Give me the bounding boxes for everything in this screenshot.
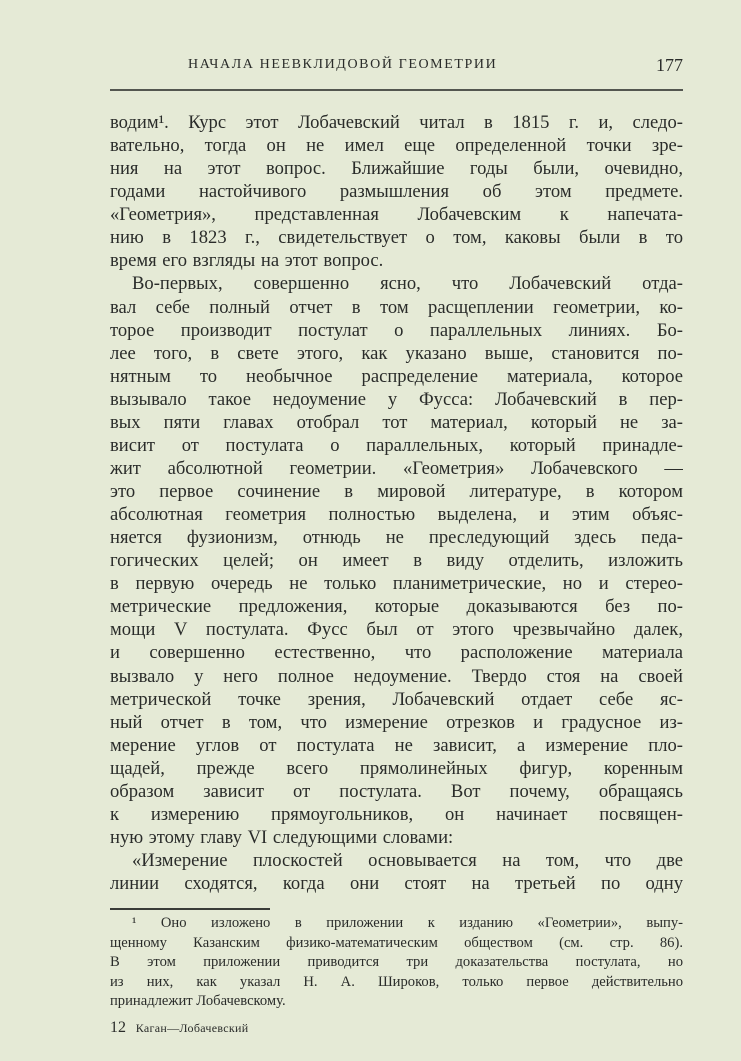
signature-text: Каган—Лобачевский [135,1021,249,1035]
text-line: в первую очередь не только планиметрические, но и стерео- [110,573,683,595]
footnote [110,914,683,1012]
text-line: Во-первых, совершенно ясно, что Лобачевский отда- [132,273,683,295]
text-line: вал себе полный отчет в том расщеплении геометрии, ко- [110,296,683,318]
body-text [110,111,683,895]
text-line: метрической точке зрения, Лобачевский отдает себе яс- [110,688,683,710]
page-header [110,55,683,81]
footnote-line: щенному Казанским физико-математическим обществом (см. стр. 86). [110,934,683,951]
text-line: время его взгляды на этот вопрос. [110,250,384,272]
footnote-line: ¹ Оно изложено в приложении к изданию «Геометрии», выпу- [132,915,683,931]
text-line: няется фузионизм, отнюдь не преследующий здесь педа- [110,527,683,549]
text-line: лее того, в свете этого, как указано выше, становится по- [110,342,683,364]
text-line: годами настойчивого размышления об этом предмете. [110,181,683,203]
text-line: и совершенно естественно, что расположение материала [110,642,683,664]
text-line: нию в 1823 г., свидетельствует о том, каковы были в то [110,227,683,249]
text-line: вых пяти главах отобрал тот материал, который не за- [110,411,683,433]
text-line: висит от постулата о параллельных, который принадле- [110,434,683,456]
text-line: мерение углов от постулата не зависит, а измерение пло- [110,734,683,756]
text-line: щадей, прежде всего прямолинейных фигур, коренным [110,757,683,779]
text-line: жит абсолютной геометрии. «Геометрия» Лобачевского — [110,457,683,479]
footnote-line: В этом приложении приводится три доказательства постулата, но [110,954,683,971]
text-line: «Геометрия», представленная Лобачевским к напечата- [110,204,683,226]
text-line: водим¹. Курс этот Лобачевский читал в 1815 г. и, следо- [110,112,683,133]
text-line: вызвало у него полное недоумение. Твердо стоя на своей [110,665,683,687]
text-line: ный отчет в том, что измерение отрезков и градусное из- [110,711,683,733]
signature-number: 12 [110,1019,126,1036]
page-number: 177 [656,55,683,75]
text-line: ния на этот вопрос. Ближайшие годы были, очевидно, [110,158,683,180]
printer-signature [110,1019,248,1037]
footnote-rule [110,908,270,910]
text-line: абсолютная геометрия полностью выделена, и этим объяс- [110,504,683,526]
text-line: к измерению прямоугольников, он начинает посвящен- [110,803,683,825]
text-line: вательно, тогда он не имел еще определенной точки зре- [110,135,683,157]
text-line: линии сходятся, когда они стоят на третьей по одну [110,873,683,895]
footnote-line: принадлежит Лобачевскому. [110,993,286,1010]
text-line: метрические предложения, которые доказываются без по- [110,596,683,618]
footnote-line: из них, как указал Н. А. Широков, только первое действительно [110,973,683,990]
text-line: образом зависит от постулата. Вот почему, обращаясь [110,780,683,802]
header-rule [110,89,683,91]
running-title: НАЧАЛА НЕЕВКЛИДОВОЙ ГЕОМЕТРИИ [188,57,498,72]
text-line: вызывало такое недоумение у Фусса: Лобачевский в пер- [110,388,683,410]
text-line: торое производит постулат о параллельных линиях. Бо- [110,319,683,341]
text-line: гогических целей; он имеет в виду отделить, изложить [110,550,683,572]
text-line: ную этому главу VI следующими словами: [110,826,454,848]
text-line: мощи V постулата. Фусс был от этого чрезвычайно далек, [110,619,683,641]
text-line: «Измерение плоскостей основывается на том, что две [132,850,683,871]
text-line: это первое сочинение в мировой литературе, в котором [110,481,683,502]
text-line: нятным то необычное распределение материала, которое [110,365,683,387]
